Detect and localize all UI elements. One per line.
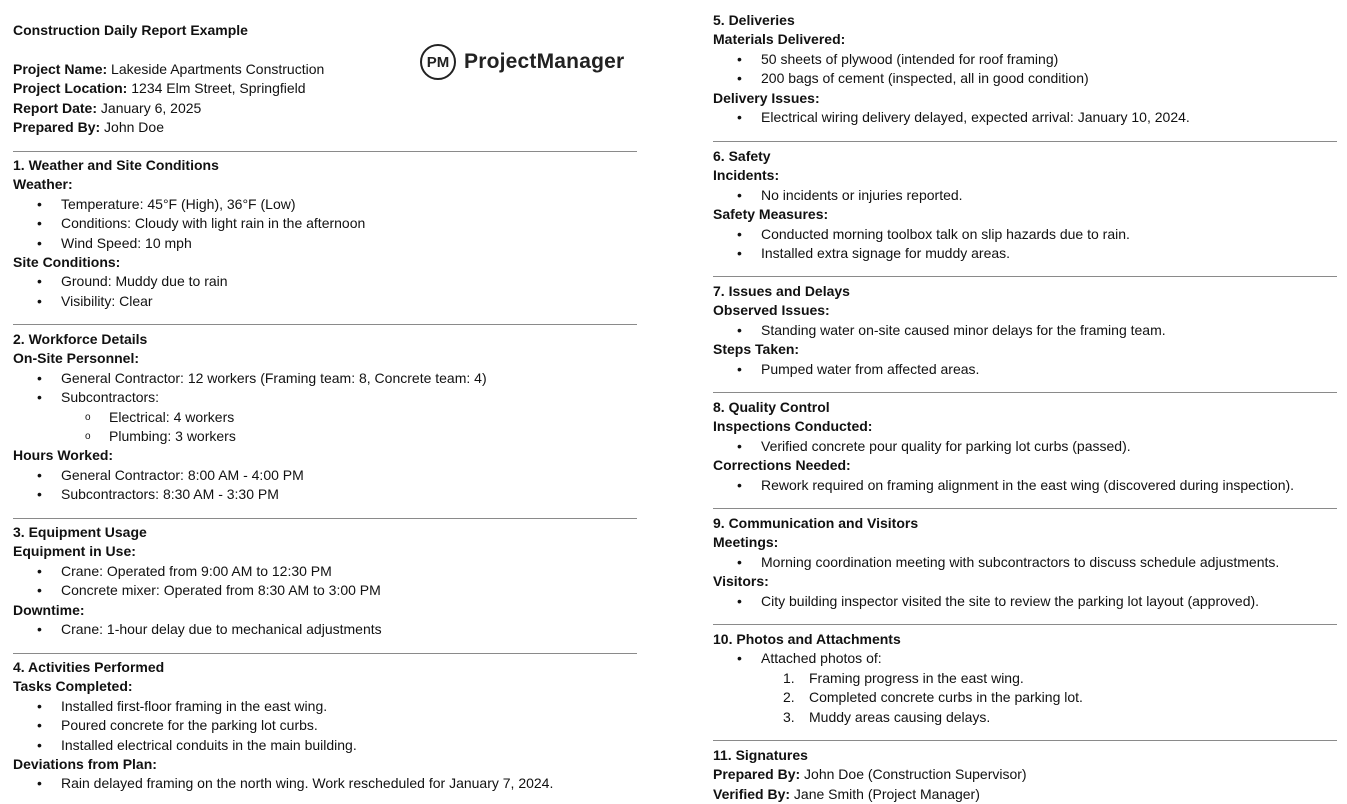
list-item: • Concrete mixer: Operated from 8:30 AM to 3:00 PM <box>13 581 637 600</box>
list-item: • Rework required on framing alignment in the east wing (discovered during inspection). <box>713 476 1337 495</box>
field-value: Lakeside Apartments Construction <box>107 60 325 77</box>
subheading: Visitors: <box>713 573 769 590</box>
list-item: • 200 bags of cement (inspected, all in good condition) <box>713 69 1337 88</box>
list-item: • Installed electrical conduits in the main building. <box>13 736 637 755</box>
list-item: • City building inspector visited the site to review the parking lot layout (approved). <box>713 592 1337 611</box>
section-deliveries <box>713 11 1337 127</box>
signature-value: John Doe (Construction Supervisor) <box>800 766 1027 783</box>
bullet-icon: • <box>737 360 742 377</box>
left-column <box>13 0 637 792</box>
section-heading: 4. Activities Performed <box>13 659 165 675</box>
list-item: • No incidents or injuries reported. <box>713 186 1337 205</box>
subheading: Observed Issues: <box>713 302 830 319</box>
bullet-icon: • <box>737 650 742 667</box>
signature-verified <box>713 785 1337 804</box>
section-activities <box>13 658 637 794</box>
bullet-icon: • <box>37 736 42 753</box>
section-signatures <box>713 746 1337 804</box>
list-item: • General Contractor: 12 workers (Framing team: 8, Concrete team: 4) <box>13 369 637 388</box>
list-item: • Subcontractors: 8:30 AM - 3:30 PM <box>13 485 637 504</box>
subheading: Meetings: <box>713 534 779 551</box>
list-item: • Visibility: Clear <box>13 292 637 311</box>
report-title: Construction Daily Report Example <box>13 22 248 38</box>
field-label: Project Name: <box>13 60 108 77</box>
bullet-icon: • <box>737 476 742 493</box>
list-subitem: o Plumbing: 3 workers <box>13 427 637 446</box>
list-item: • Temperature: 45°F (High), 36°F (Low) <box>13 195 637 214</box>
section-equipment <box>13 523 637 639</box>
field-prepared-by <box>13 118 637 137</box>
pm-logo-icon: PM <box>420 44 456 80</box>
list-item: • Installed first-floor framing in the east wing. <box>13 697 637 716</box>
subheading: Materials Delivered: <box>713 31 846 48</box>
bullet-icon: • <box>737 321 742 338</box>
bullet-icon: • <box>37 292 42 309</box>
section-divider <box>713 508 1337 509</box>
signature-label: Prepared By: <box>713 766 801 783</box>
field-value: John Doe <box>100 118 164 135</box>
section-communication <box>713 514 1337 611</box>
signature-prepared <box>713 765 1337 784</box>
bullet-icon: • <box>37 389 42 406</box>
section-heading: 2. Workforce Details <box>13 331 148 347</box>
bullet-icon: • <box>37 486 42 503</box>
bullet-icon: • <box>737 244 742 261</box>
list-item: • Conducted morning toolbox talk on slip hazards due to rain. <box>713 225 1337 244</box>
bullet-icon: • <box>737 108 742 125</box>
section-heading: 6. Safety <box>713 148 771 164</box>
section-divider <box>713 276 1337 277</box>
bullet-icon: • <box>37 562 42 579</box>
bullet-icon: • <box>37 697 42 714</box>
list-item: • 50 sheets of plywood (intended for roof framing) <box>713 50 1337 69</box>
section-divider <box>713 624 1337 625</box>
numbered-item: 1. Framing progress in the east wing. <box>783 669 1024 686</box>
bullet-icon: • <box>37 234 42 251</box>
subheading: Safety Measures: <box>713 206 829 223</box>
list-item: • Crane: Operated from 9:00 AM to 12:30 PM <box>13 562 637 581</box>
numbered-item: 2. Completed concrete curbs in the parking lot. <box>783 689 1083 706</box>
signature-value: Jane Smith (Project Manager) <box>790 785 980 802</box>
list-item: • Poured concrete for the parking lot curbs. <box>13 716 637 735</box>
section-heading: 5. Deliveries <box>713 12 795 28</box>
section-issues <box>713 282 1337 379</box>
subheading: Incidents: <box>713 167 780 184</box>
bullet-icon: • <box>737 225 742 242</box>
list-item: • Verified concrete pour quality for parking lot curbs (passed). <box>713 437 1337 456</box>
section-weather <box>13 156 637 311</box>
subheading: On-Site Personnel: <box>13 350 140 367</box>
circle-bullet-icon: o <box>85 411 91 423</box>
list-item: • Ground: Muddy due to rain <box>13 272 637 291</box>
subheading: Weather: <box>13 176 73 193</box>
subheading: Hours Worked: <box>13 447 114 464</box>
list-item: • Installed extra signage for muddy areas. <box>713 244 1337 263</box>
section-workforce <box>13 330 637 505</box>
bullet-icon: • <box>737 437 742 454</box>
subheading: Deviations from Plan: <box>13 755 157 772</box>
section-divider <box>713 141 1337 142</box>
section-heading: 8. Quality Control <box>713 399 830 415</box>
bullet-icon: • <box>37 775 42 792</box>
section-divider <box>13 518 637 519</box>
list-item: • Standing water on-site caused minor delays for the framing team. <box>713 321 1337 340</box>
field-label: Prepared By: <box>13 118 101 135</box>
section-divider <box>13 653 637 654</box>
list-item: • Subcontractors: <box>13 388 637 407</box>
bullet-icon: • <box>37 717 42 734</box>
field-report-date <box>13 99 637 118</box>
section-heading: 3. Equipment Usage <box>13 524 147 540</box>
signature-label: Verified By: <box>713 785 791 802</box>
list-item: • General Contractor: 8:00 AM - 4:00 PM <box>13 466 637 485</box>
field-label: Report Date: <box>13 99 98 116</box>
section-heading: 9. Communication and Visitors <box>713 515 919 531</box>
section-quality <box>713 398 1337 495</box>
list-item: • Rain delayed framing on the north wing. Work rescheduled for January 7, 2024. <box>13 774 637 793</box>
section-divider <box>713 740 1337 741</box>
list-item: • Wind Speed: 10 mph <box>13 234 637 253</box>
list-item: • Crane: 1-hour delay due to mechanical adjustments <box>13 620 637 639</box>
subheading: Site Conditions: <box>13 253 121 270</box>
numbered-item: 3. Muddy areas causing delays. <box>783 708 991 725</box>
bullet-icon: • <box>737 553 742 570</box>
bullet-icon: • <box>37 466 42 483</box>
bullet-icon: • <box>37 195 42 212</box>
field-value: 1234 Elm Street, Springfield <box>127 80 306 97</box>
field-label: Project Location: <box>13 80 128 97</box>
bullet-icon: • <box>37 369 42 386</box>
bullet-icon: • <box>37 620 42 637</box>
section-safety <box>713 147 1337 263</box>
section-heading: 10. Photos and Attachments <box>713 631 901 647</box>
subheading: Downtime: <box>13 601 85 618</box>
field-value: January 6, 2025 <box>97 99 202 116</box>
bullet-icon: • <box>37 582 42 599</box>
bullet-icon: • <box>737 592 742 609</box>
section-divider <box>713 392 1337 393</box>
section-divider <box>13 151 637 152</box>
subheading: Inspections Conducted: <box>713 418 873 435</box>
section-heading: 1. Weather and Site Conditions <box>13 157 219 173</box>
list-subitem: o Electrical: 4 workers <box>13 408 637 427</box>
section-heading: 7. Issues and Delays <box>713 283 850 299</box>
list-item: • Electrical wiring delivery delayed, expected arrival: January 10, 2024. <box>713 108 1337 127</box>
field-project-location <box>13 79 637 98</box>
bullet-icon: • <box>737 50 742 67</box>
list-item: • Attached photos of: <box>713 649 1337 668</box>
logo-wordmark: ProjectManager <box>464 50 625 73</box>
section-photos <box>713 630 1337 727</box>
list-item: • Morning coordination meeting with subcontractors to discuss schedule adjustments. <box>713 553 1337 572</box>
subheading: Corrections Needed: <box>713 457 851 474</box>
bullet-icon: • <box>37 215 42 232</box>
field-project-name <box>13 60 637 79</box>
subheading: Steps Taken: <box>713 341 800 358</box>
list-item: • Conditions: Cloudy with light rain in the afternoon <box>13 214 637 233</box>
section-heading: 11. Signatures <box>713 747 808 763</box>
circle-bullet-icon: o <box>85 430 91 442</box>
section-divider <box>13 324 637 325</box>
bullet-icon: • <box>737 70 742 87</box>
bullet-icon: • <box>37 273 42 290</box>
bullet-icon: • <box>737 186 742 203</box>
subheading: Equipment in Use: <box>13 543 136 560</box>
subheading: Tasks Completed: <box>13 678 133 695</box>
list-item: • Pumped water from affected areas. <box>713 360 1337 379</box>
subheading: Delivery Issues: <box>713 89 820 106</box>
